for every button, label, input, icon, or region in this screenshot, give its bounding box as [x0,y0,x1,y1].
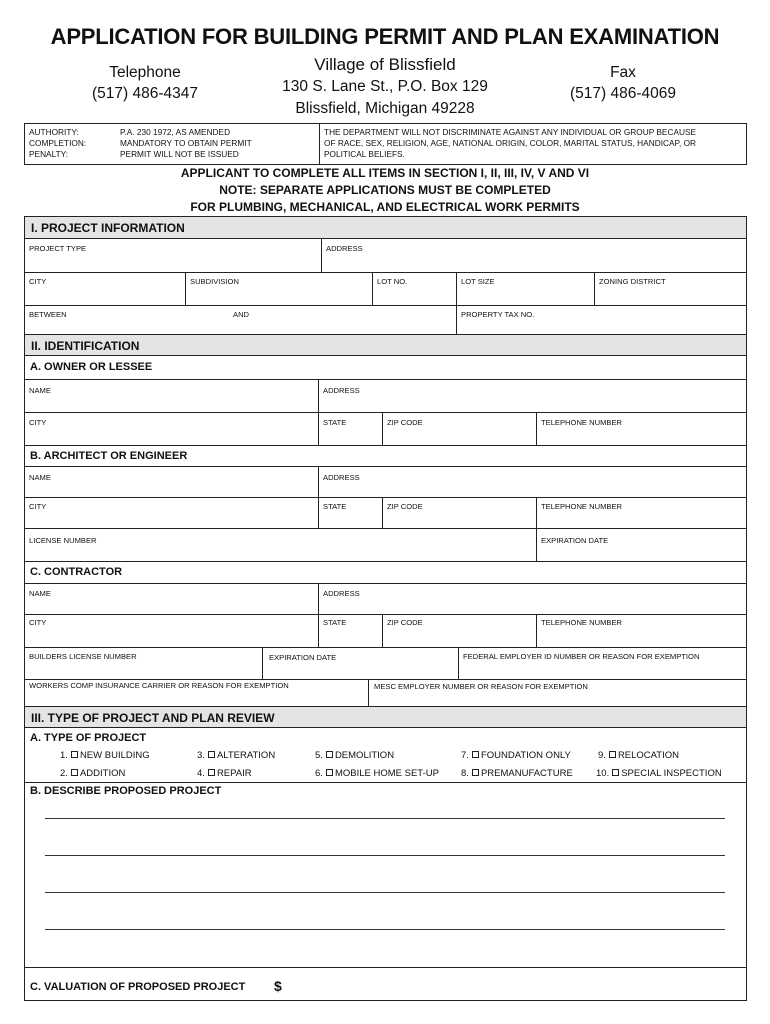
divider [536,614,537,647]
subdivision-field[interactable]: SUBDIVISION [190,277,239,286]
contractor-heading: C. CONTRACTOR [30,566,123,578]
option-premanufacture[interactable] [461,768,573,779]
permit-form [24,216,747,1001]
option-number: 2. [60,768,68,779]
between-field[interactable]: BETWEEN [29,310,67,319]
divider [262,647,263,679]
divider [25,305,746,306]
architect-city-field[interactable]: CITY [29,502,47,511]
completion-label: COMPLETION: [29,138,87,148]
project-city-field[interactable]: CITY [29,277,47,286]
instruction-line-2: NOTE: SEPARATE APPLICATIONS MUST BE COMPLETED [219,183,551,197]
fax-number: (517) 486-4069 [570,85,676,102]
divider [25,679,746,680]
section-2-heading: II. IDENTIFICATION [25,334,746,356]
option-number: 1. [60,750,68,761]
zoning-district-field[interactable]: ZONING DISTRICT [599,277,666,286]
option-label: RELOCATION [617,750,679,761]
option-number: 4. [197,768,205,779]
telephone-block [70,62,220,104]
option-label: ADDITION [79,768,126,779]
dollar-sign[interactable]: $ [274,978,282,994]
divider [594,272,595,305]
description-line[interactable] [45,892,725,893]
divider [536,497,537,561]
checkbox[interactable] [208,769,215,776]
owner-address-field[interactable]: ADDRESS [323,386,360,395]
description-line[interactable] [45,929,725,930]
description-line[interactable] [45,818,725,819]
project-type-field[interactable]: PROJECT TYPE [29,244,87,253]
option-label: FOUNDATION ONLY [480,750,571,761]
checkbox[interactable] [71,769,78,776]
contractor-name-field[interactable]: NAME [29,589,51,598]
penalty-label: PENALTY: [29,149,69,159]
architect-name-field[interactable]: NAME [29,473,51,482]
authority-label: AUTHORITY: [29,127,79,137]
divider [25,528,746,529]
workers-comp-field[interactable]: WORKERS COMP INSURANCE CARRIER OR REASON FOR EXEMPTION [29,681,289,690]
form-title: APPLICATION FOR BUILDING PERMIT AND PLAN EXAMINATION [50,24,720,49]
divider [185,272,186,305]
divider [382,614,383,647]
divider [321,239,322,272]
describe-project-heading: B. DESCRIBE PROPOSED PROJECT [30,785,222,797]
divider [536,412,537,445]
contractor-address-field[interactable]: ADDRESS [323,589,360,598]
divider [25,379,746,380]
option-demolition[interactable] [315,750,394,761]
village-name: Village of Blissfield [314,55,456,74]
option-foundation-only[interactable] [461,750,571,761]
option-label: REPAIR [216,768,252,779]
option-repair[interactable] [197,768,252,779]
architect-state-field[interactable]: STATE [323,502,347,511]
option-alteration[interactable] [197,750,275,761]
divider [25,647,746,648]
divider [25,782,746,783]
notice-box [24,123,747,165]
fax-block [548,62,698,104]
option-label: PREMANUFACTURE [480,768,573,779]
village-address-block [235,54,535,120]
property-tax-field[interactable]: PROPERTY TAX NO. [461,310,535,319]
notice-values [120,127,252,160]
option-number: 8. [461,768,469,779]
telephone-label: Telephone [109,64,181,81]
address-line-2: Blissfield, Michigan 49228 [295,100,475,117]
owner-zip-field[interactable]: ZIP CODE [387,418,423,427]
checkbox[interactable] [612,769,619,776]
divider [25,445,746,446]
divider [25,583,746,584]
option-addition[interactable] [60,768,125,779]
option-new-building[interactable] [60,750,150,761]
option-number: 10. [596,768,610,779]
divider [368,679,369,707]
checkbox[interactable] [472,751,479,758]
option-number: 5. [315,750,323,761]
federal-id-field[interactable]: FEDERAL EMPLOYER ID NUMBER OR REASON FOR EXEMPTION [463,652,700,661]
discrimination-line: OF RACE, SEX, RELIGION, AGE, NATIONAL ORIGIN, COLOR, MARITAL STATUS, HANDICAP, OR [324,138,697,148]
discrimination-notice [324,127,696,160]
contractor-zip-field[interactable]: ZIP CODE [387,618,423,627]
checkbox[interactable] [326,769,333,776]
divider [382,497,383,528]
option-label: DEMOLITION [334,750,395,761]
divider [25,614,746,615]
section-1-heading: I. PROJECT INFORMATION [25,217,746,239]
authority-value: P.A. 230 1972, AS AMENDED [120,127,231,137]
description-line[interactable] [45,855,725,856]
owner-state-field[interactable]: STATE [323,418,347,427]
builders-license-field[interactable]: BUILDERS LICENSE NUMBER [29,652,137,661]
lot-size-field[interactable]: LOT SIZE [461,277,495,286]
divider [318,583,319,647]
divider [25,412,746,413]
owner-name-field[interactable]: NAME [29,386,51,395]
mesc-field[interactable]: MESC EMPLOYER NUMBER OR REASON FOR EXEMPTION [374,682,588,691]
checkbox[interactable] [326,751,333,758]
option-label: ALTERATION [216,750,276,761]
contractor-phone-field[interactable]: TELEPHONE NUMBER [541,618,623,627]
option-label: NEW BUILDING [79,750,150,761]
divider [382,412,383,445]
architect-heading: B. ARCHITECT OR ENGINEER [30,450,188,462]
option-mobile-home[interactable] [315,768,439,779]
discrimination-line: POLITICAL BELIEFS. [324,149,405,159]
checkbox[interactable] [208,751,215,758]
checkbox[interactable] [609,751,616,758]
completion-value: MANDATORY TO OBTAIN PERMIT [120,138,252,148]
architect-address-field[interactable]: ADDRESS [323,473,360,482]
contractor-expiration-field[interactable]: EXPIRATION DATE [269,653,337,662]
architect-zip-field[interactable]: ZIP CODE [387,502,423,511]
option-number: 9. [598,750,606,761]
owner-heading: A. OWNER OR LESSEE [30,361,153,373]
notice-divider [319,124,320,164]
owner-phone-field[interactable]: TELEPHONE NUMBER [541,418,623,427]
option-relocation[interactable] [598,750,679,761]
divider [25,967,746,968]
divider [25,466,746,467]
address-line-1: 130 S. Lane St., P.O. Box 129 [282,78,488,95]
architect-phone-field[interactable]: TELEPHONE NUMBER [541,502,623,511]
and-field[interactable]: AND [233,310,250,319]
divider [25,272,746,273]
divider [25,561,746,562]
option-special-inspection[interactable] [596,768,722,779]
valuation-heading: C. VALUATION OF PROPOSED PROJECT [30,981,246,993]
fax-label: Fax [610,64,636,81]
contractor-city-field[interactable]: CITY [29,618,47,627]
telephone-number: (517) 486-4347 [92,85,198,102]
instruction-line-3: FOR PLUMBING, MECHANICAL, AND ELECTRICAL WORK PERMITS [190,200,580,214]
architect-expiration-field[interactable]: EXPIRATION DATE [541,536,609,545]
architect-license-field[interactable]: LICENSE NUMBER [29,536,97,545]
option-label: MOBILE HOME SET-UP [334,768,439,779]
option-label: SPECIAL INSPECTION [621,768,722,779]
option-number: 6. [315,768,323,779]
checkbox[interactable] [472,769,479,776]
notice-labels [29,127,86,160]
instruction-line-1: APPLICANT TO COMPLETE ALL ITEMS IN SECTION I, II, III, IV, V AND VI [180,166,590,180]
option-number: 7. [461,750,469,761]
divider [458,647,459,679]
divider [25,497,746,498]
option-number: 3. [197,750,205,761]
project-address-field[interactable]: ADDRESS [326,244,363,253]
type-of-project-heading: A. TYPE OF PROJECT [30,732,147,744]
penalty-value: PERMIT WILL NOT BE ISSUED [120,149,239,159]
lot-no-field[interactable]: LOT NO. [377,277,408,286]
section-3-heading: III. TYPE OF PROJECT AND PLAN REVIEW [25,706,746,728]
checkbox[interactable] [71,751,78,758]
discrimination-line: THE DEPARTMENT WILL NOT DISCRIMINATE AGAINST ANY INDIVIDUAL OR GROUP BECAUSE [324,127,697,137]
divider [372,272,373,305]
owner-city-field[interactable]: CITY [29,418,47,427]
contractor-state-field[interactable]: STATE [323,618,347,627]
